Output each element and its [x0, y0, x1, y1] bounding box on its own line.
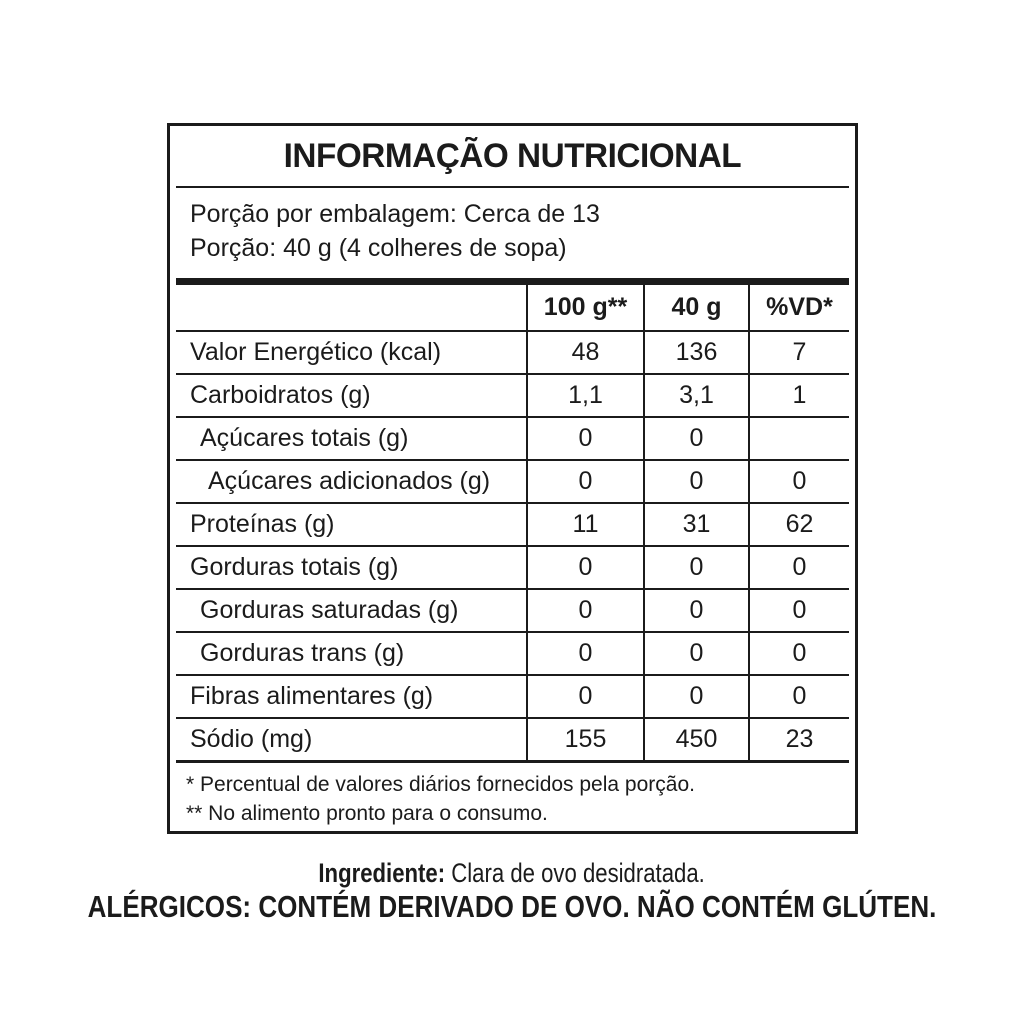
value-100g: 0: [526, 461, 643, 502]
table-row-sodium: [176, 717, 849, 760]
footnotes-block: [170, 763, 855, 828]
table-row-fiber: [176, 674, 849, 717]
value-vd: 0: [748, 590, 849, 631]
value-vd: 7: [748, 332, 849, 373]
value-vd: 0: [748, 633, 849, 674]
value-100g: 0: [526, 633, 643, 674]
servings-per-package: Porção por embalagem: Cerca de 13: [190, 200, 600, 228]
value-40g: 0: [643, 461, 748, 502]
panel-title-block: [170, 126, 855, 186]
value-100g: 0: [526, 547, 643, 588]
value-100g: 0: [526, 418, 643, 459]
panel-title: INFORMAÇÃO NUTRICIONAL: [283, 136, 742, 175]
table-row-trans-fat: [176, 631, 849, 674]
header-per-40g: 40 g: [643, 285, 748, 330]
value-40g: 0: [643, 547, 748, 588]
ingredients-text: Clara de ovo desidratada.: [445, 858, 706, 888]
table-row-protein: [176, 502, 849, 545]
header-thick-bar: [176, 278, 849, 285]
footnote-daily-values: * Percentual de valores diários fornecidos pela porção.: [186, 773, 695, 796]
value-100g: 0: [526, 590, 643, 631]
header-daily-value: %VD*: [748, 285, 849, 330]
row-label: Açúcares totais (g): [200, 424, 409, 452]
table-row-total-fat: [176, 545, 849, 588]
value-vd: 0: [748, 547, 849, 588]
value-40g: 31: [643, 504, 748, 545]
allergens-line: ALÉRGICOS: CONTÉM DERIVADO DE OVO. NÃO CONTÉM GLÚTEN.: [87, 889, 937, 924]
value-vd: [748, 418, 849, 459]
row-label: Fibras alimentares (g): [190, 682, 434, 710]
nutrition-table: [176, 285, 849, 763]
row-label: Sódio (mg): [190, 725, 313, 753]
table-row-total-sugars: [176, 416, 849, 459]
row-label: Gorduras trans (g): [200, 639, 405, 667]
value-100g: 0: [526, 676, 643, 717]
value-vd: 23: [748, 719, 849, 760]
footnote-ready-to-eat: ** No alimento pronto para o consumo.: [186, 802, 548, 825]
table-row-energy: [176, 330, 849, 373]
value-100g: 155: [526, 719, 643, 760]
row-label: Carboidratos (g): [190, 381, 371, 409]
value-40g: 136: [643, 332, 748, 373]
value-40g: 0: [643, 590, 748, 631]
value-100g: 48: [526, 332, 643, 373]
serving-size: Porção: 40 g (4 colheres de sopa): [190, 234, 567, 262]
value-100g: 1,1: [526, 375, 643, 416]
row-label: Açúcares adicionados (g): [208, 467, 491, 495]
ingredients-line: [319, 856, 705, 890]
row-label: Valor Energético (kcal): [190, 338, 442, 366]
value-vd: 0: [748, 676, 849, 717]
table-header-row: [176, 285, 849, 330]
value-100g: 11: [526, 504, 643, 545]
row-label: Gorduras saturadas (g): [200, 596, 459, 624]
bottom-text-block: [0, 856, 1024, 924]
value-vd: 62: [748, 504, 849, 545]
value-vd: 1: [748, 375, 849, 416]
table-row-added-sugars: [176, 459, 849, 502]
value-40g: 0: [643, 676, 748, 717]
row-label: Proteínas (g): [190, 510, 335, 538]
row-label: Gorduras totais (g): [190, 553, 399, 581]
ingredients-label: Ingrediente:: [318, 858, 446, 888]
value-40g: 3,1: [643, 375, 748, 416]
value-40g: 0: [643, 633, 748, 674]
table-row-saturated-fat: [176, 588, 849, 631]
value-40g: 450: [643, 719, 748, 760]
value-40g: 0: [643, 418, 748, 459]
value-vd: 0: [748, 461, 849, 502]
nutrition-facts-panel: [167, 123, 858, 834]
table-row-carbs: [176, 373, 849, 416]
header-per-100g: 100 g**: [526, 285, 643, 330]
serving-info-block: [170, 188, 855, 278]
